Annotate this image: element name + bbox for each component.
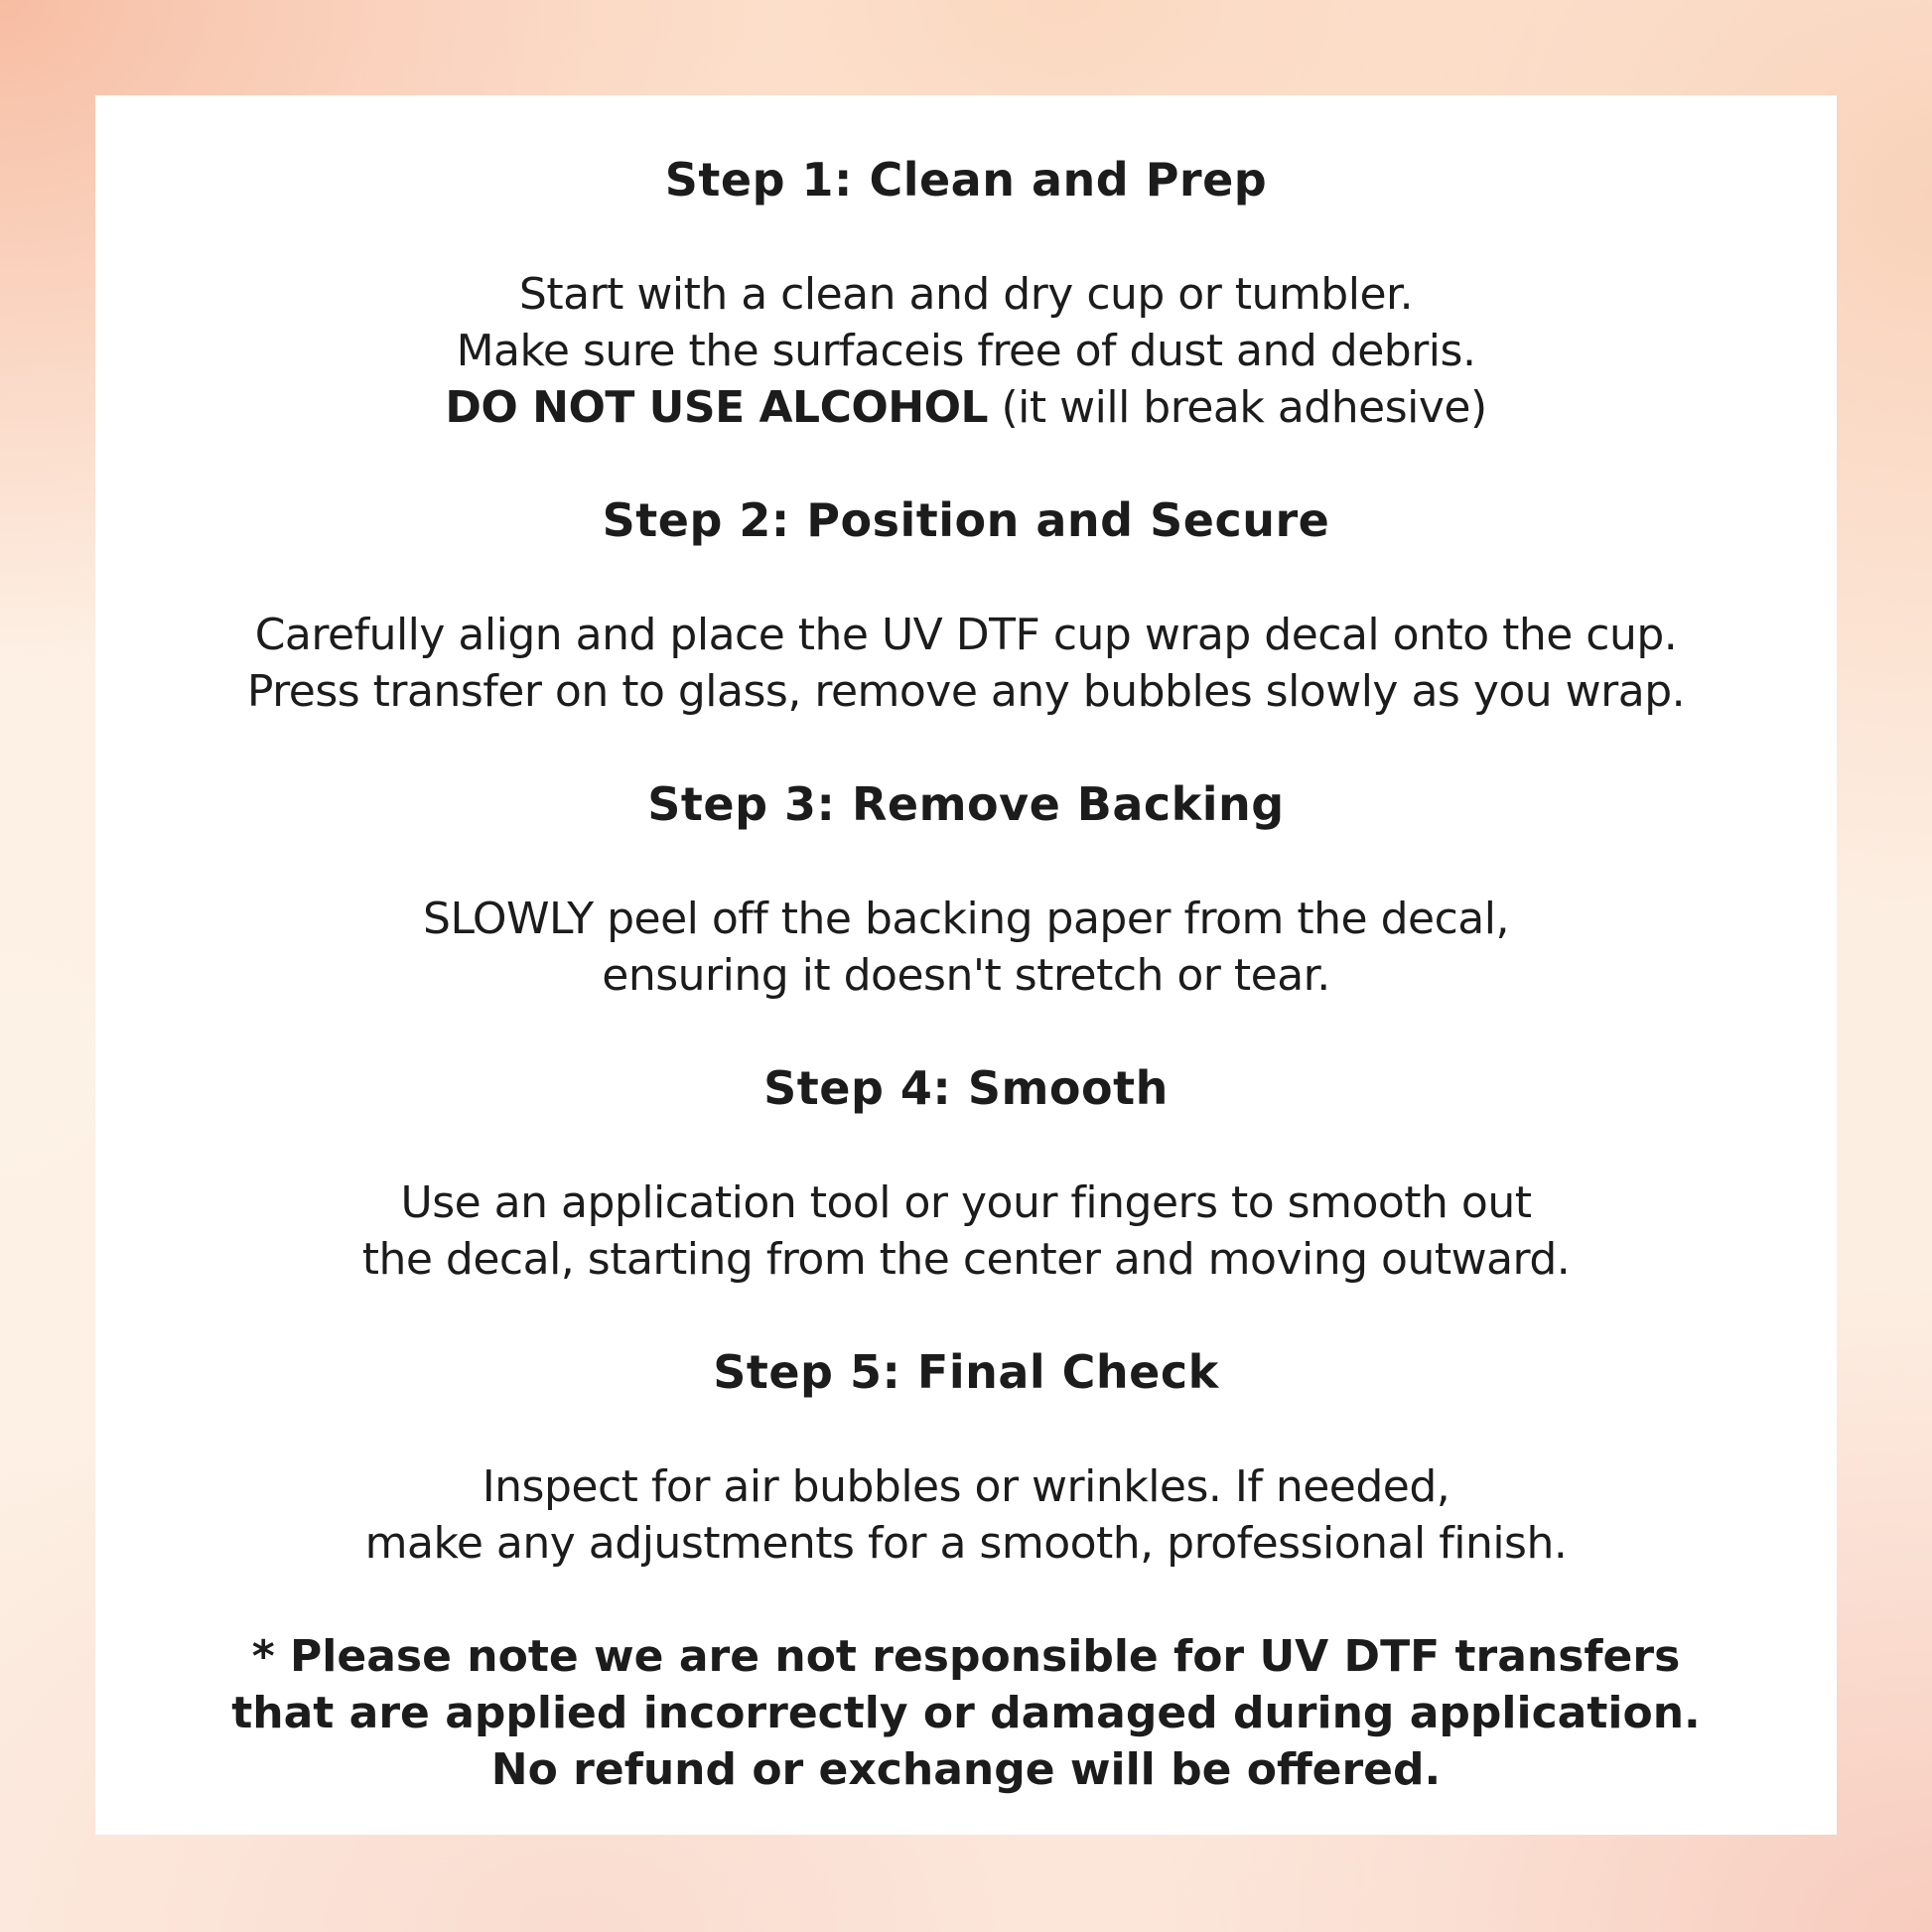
step-3-body-line — [135, 891, 1797, 947]
step-3-body-text: SLOWLY peel off the backing paper from the decal, — [423, 894, 1509, 944]
disclaimer-text: No refund or exchange will be offered. — [490, 1744, 1442, 1795]
step-4-body-line — [135, 1174, 1797, 1231]
step-2-body-line — [135, 607, 1797, 663]
disclaimer-line — [135, 1685, 1797, 1741]
step-2-heading: Step 2: Position and Secure — [602, 493, 1330, 547]
step-5-body-line — [135, 1458, 1797, 1515]
step-4-body-line — [135, 1231, 1797, 1288]
step-5-body-text: make any adjustments for a smooth, professional finish. — [364, 1518, 1568, 1569]
step-1-body-line — [135, 379, 1797, 436]
step-2-section — [135, 492, 1797, 720]
step-1-body-text: Start with a clean and dry cup or tumbler. — [518, 269, 1414, 320]
step-2-body-text: Press transfer on to glass, remove any bubbles slowly as you wrap. — [246, 666, 1686, 717]
step-5-body-text: Inspect for air bubbles or wrinkles. If needed, — [482, 1461, 1450, 1512]
step-4-body-text: the decal, starting from the center and moving outward. — [361, 1234, 1571, 1285]
step-4-body-text: Use an application tool or your fingers to smooth out — [400, 1177, 1532, 1228]
step-5-section — [135, 1344, 1797, 1572]
disclaimer-section — [135, 1628, 1797, 1798]
step-1-section — [135, 152, 1797, 436]
step-2-body-line — [135, 663, 1797, 720]
step-1-heading: Step 1: Clean and Prep — [664, 153, 1268, 207]
step-4-section — [135, 1060, 1797, 1288]
step-3-body-text: ensuring it doesn't stretch or tear. — [602, 950, 1330, 1001]
step-5-body-line — [135, 1515, 1797, 1572]
step-1-body-line — [135, 266, 1797, 323]
step-5-heading: Step 5: Final Check — [713, 1345, 1219, 1399]
step-1-body-text: Make sure the surfaceis free of dust and debris. — [456, 326, 1476, 376]
disclaimer-line — [135, 1741, 1797, 1798]
step-4-heading: Step 4: Smooth — [763, 1061, 1169, 1115]
disclaimer-line — [135, 1628, 1797, 1685]
step-3-heading: Step 3: Remove Backing — [647, 777, 1285, 831]
step-3-body-line — [135, 947, 1797, 1004]
step-3-section — [135, 776, 1797, 1004]
step-1-body-text: (it will break adhesive) — [988, 382, 1487, 433]
disclaimer-text: that are applied incorrectly or damaged during application. — [231, 1688, 1701, 1738]
step-1-body-line — [135, 323, 1797, 379]
alcohol-warning-text: DO NOT USE ALCOHOL — [445, 382, 989, 433]
disclaimer-text: * Please note we are not responsible for UV DTF transfers — [251, 1631, 1681, 1682]
step-2-body-text: Carefully align and place the UV DTF cup wrap decal onto the cup. — [254, 610, 1678, 660]
instruction-card — [95, 95, 1837, 1835]
